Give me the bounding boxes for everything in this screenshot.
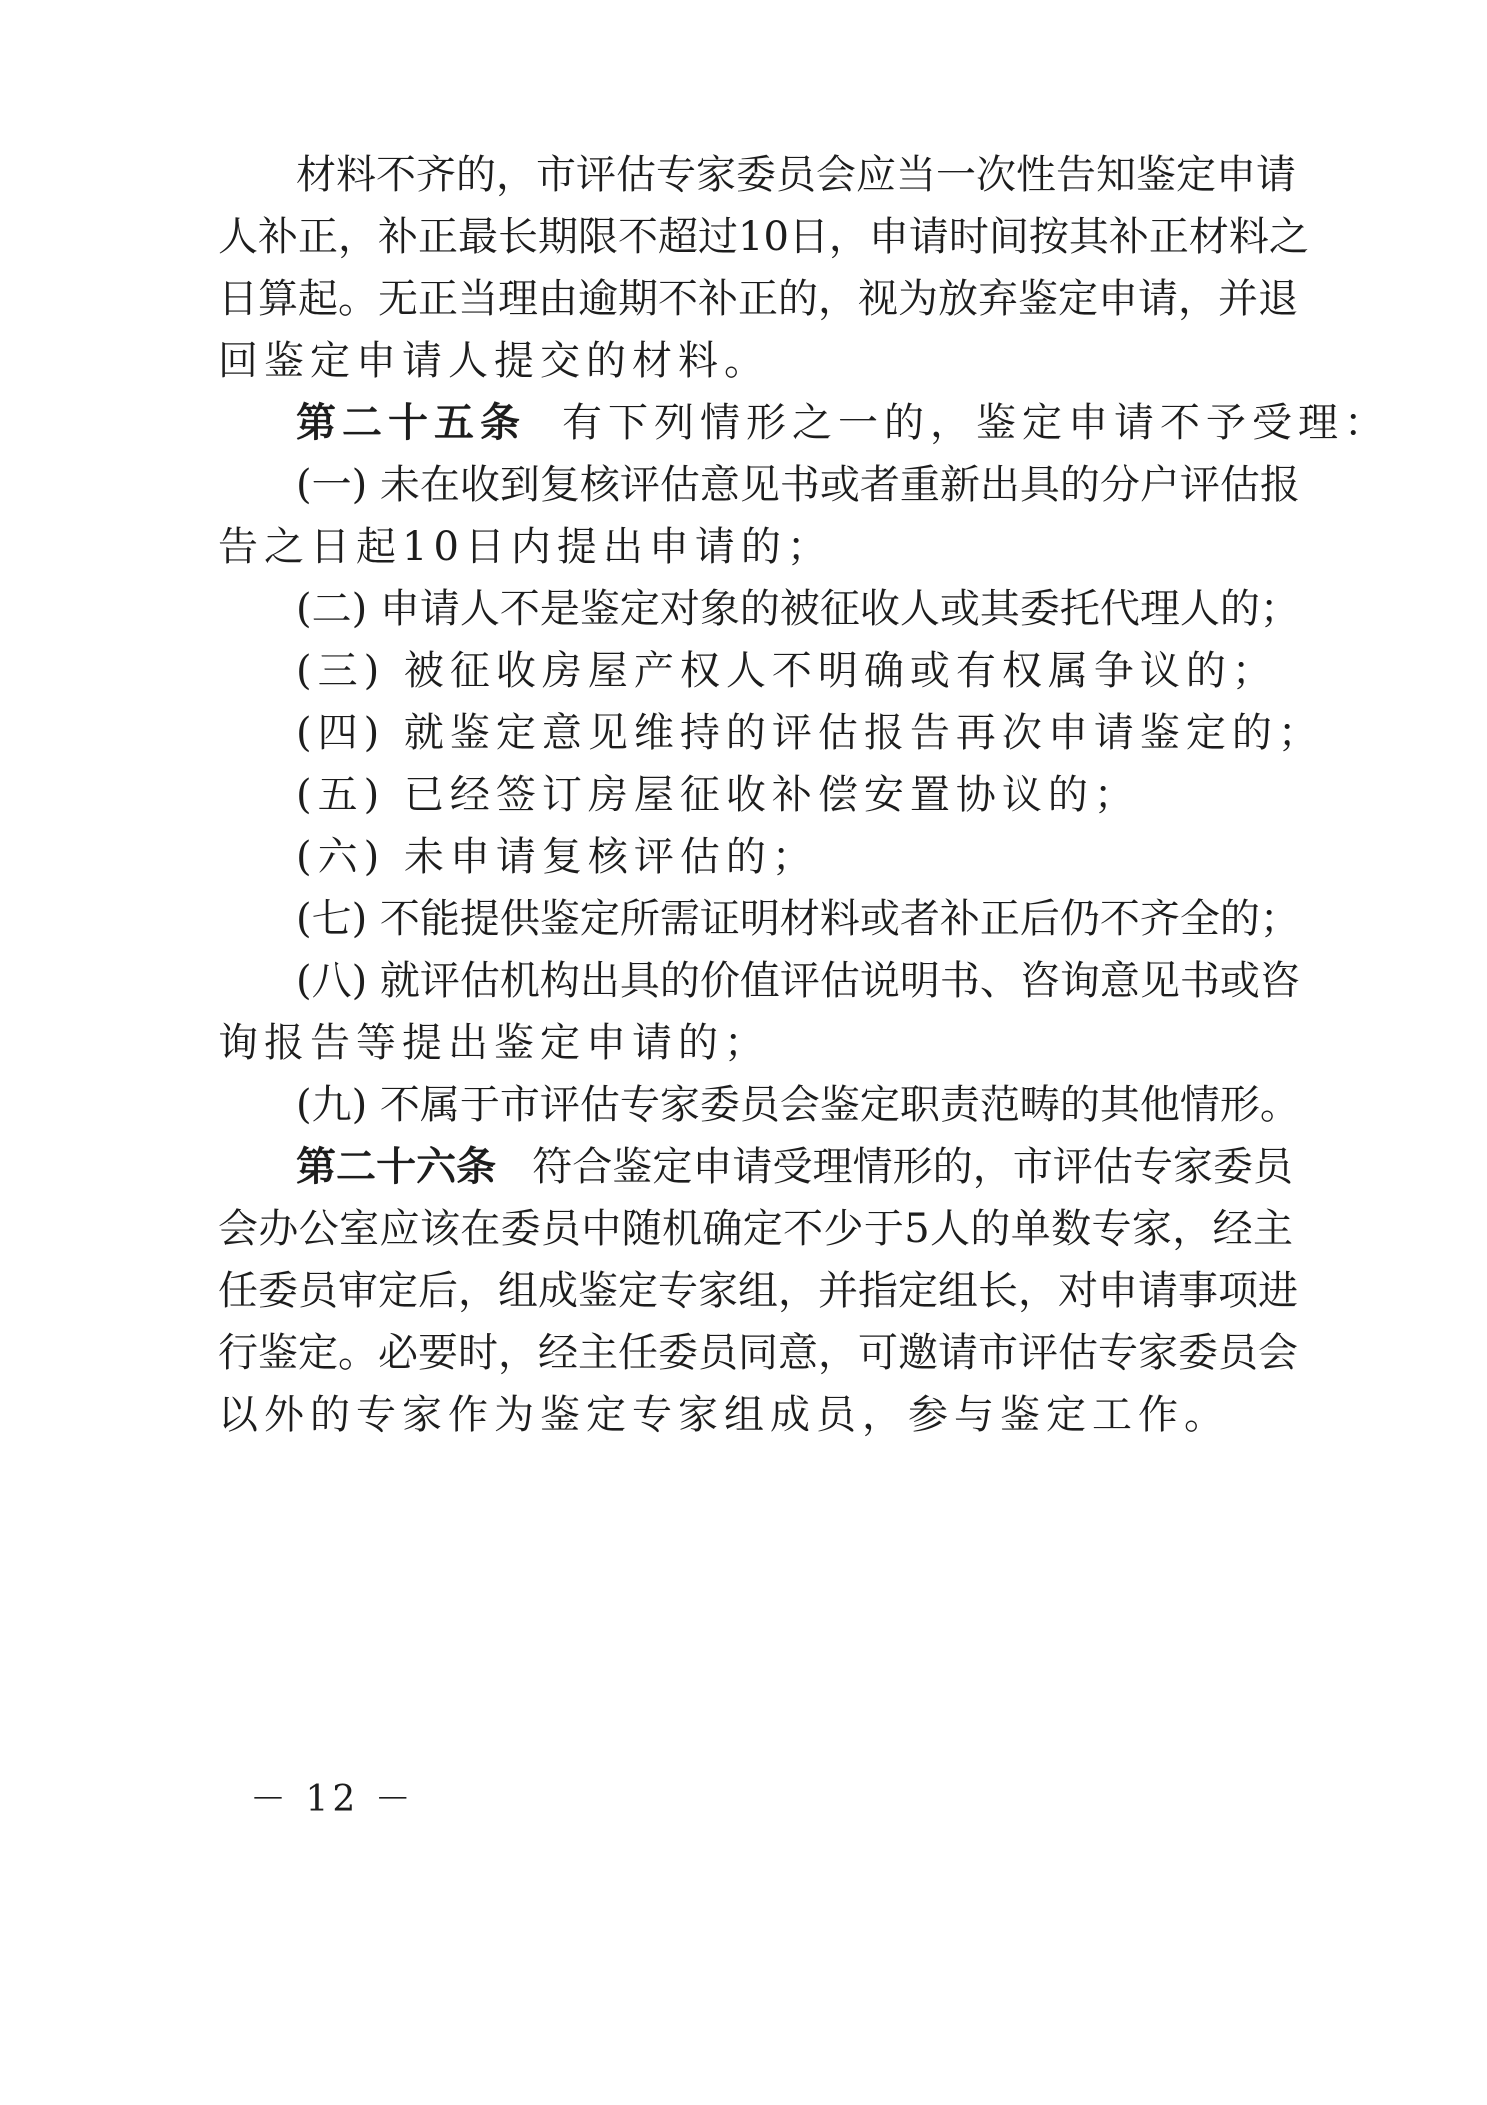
paragraph-line: 任委员审定后，组成鉴定专家组，并指定组长，对申请事项进	[218, 1268, 1298, 1314]
paragraph-line: 会办公室应该在委员中随机确定不少于5人的单数专家，经主	[218, 1206, 1293, 1252]
paragraph-line: 日算起。无正当理由逾期不补正的，视为放弃鉴定申请，并退	[218, 276, 1298, 322]
paragraph-line: 行鉴定。必要时，经主任委员同意，可邀请市评估专家委员会	[218, 1330, 1298, 1376]
article-25-intro-text: 有下列情形之一的，鉴定申请不予受理：	[562, 400, 1390, 446]
list-item-continuation: 询报告等提出鉴定申请的；	[218, 1020, 770, 1066]
list-item: (八) 就评估机构出具的价值评估说明书、咨询意见书或咨	[296, 958, 1300, 1004]
list-item: (五) 已经签订房屋征收补偿安置协议的；	[296, 772, 1140, 818]
article-26-heading: 第二十六条	[296, 1144, 497, 1190]
article-26-first-line-text: 符合鉴定申请受理情形的，市评估专家委员	[532, 1144, 1294, 1190]
paragraph-line: 以外的专家作为鉴定专家组成员，参与鉴定工作。	[218, 1392, 1230, 1438]
list-item: (四) 就鉴定意见维持的评估报告再次申请鉴定的；	[296, 710, 1324, 756]
list-item: (一) 未在收到复核评估意见书或者重新出具的分户评估报	[296, 462, 1300, 508]
list-item-continuation: 告之日起10日内提出申请的；	[218, 524, 833, 570]
page-number: － 12 －	[250, 1779, 415, 1820]
paragraph-line: 材料不齐的，市评估专家委员会应当一次性告知鉴定申请	[296, 152, 1296, 198]
list-item: (六) 未申请复核评估的；	[296, 834, 818, 880]
paragraph-line: 回鉴定申请人提交的材料。	[218, 338, 770, 384]
list-item: (三) 被征收房屋产权人不明确或有权属争议的；	[296, 648, 1278, 694]
list-item: (二) 申请人不是鉴定对象的被征收人或其委托代理人的；	[296, 586, 1300, 632]
article-25-heading: 第二十五条	[296, 400, 526, 446]
list-item: (九) 不属于市评估专家委员会鉴定职责范畴的其他情形。	[296, 1082, 1300, 1128]
paragraph-line: 人补正，补正最长期限不超过10日，申请时间按其补正材料之	[218, 214, 1309, 260]
list-item: (七) 不能提供鉴定所需证明材料或者补正后仍不齐全的；	[296, 896, 1300, 942]
